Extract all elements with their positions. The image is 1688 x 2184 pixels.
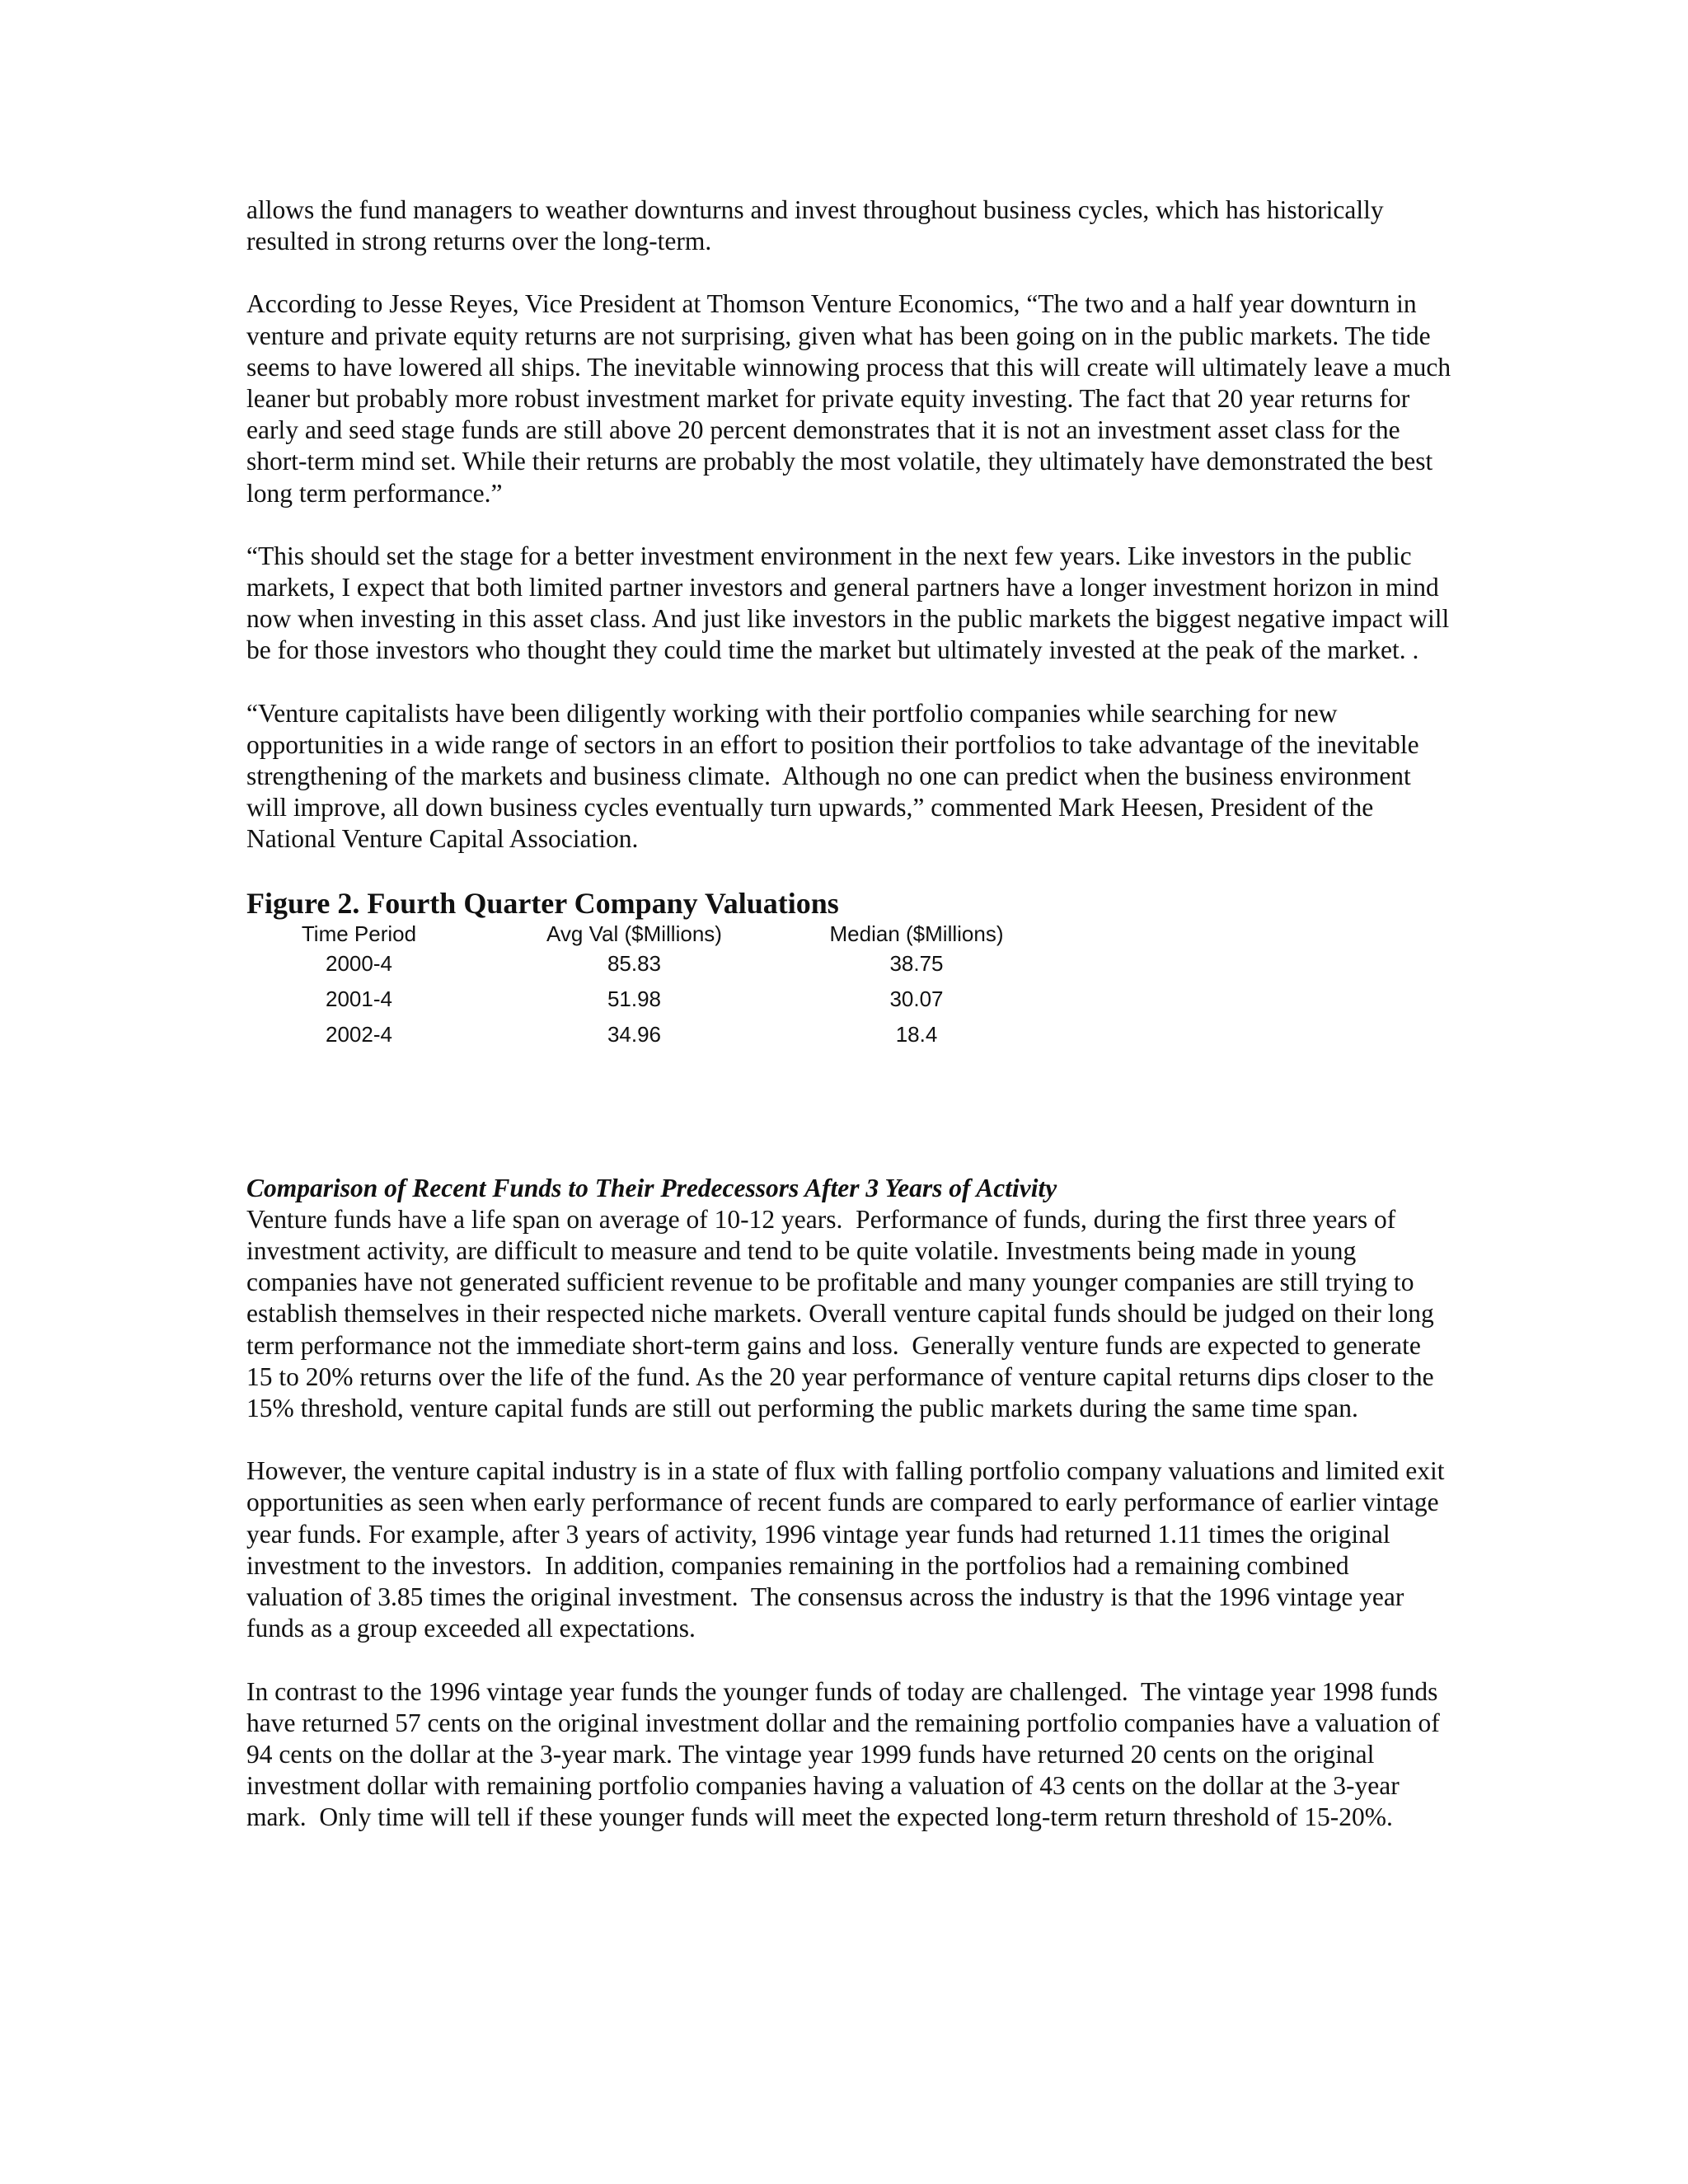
- table-row: [258, 1017, 1025, 1052]
- figure-title: Figure 2. Fourth Quarter Company Valuations: [246, 886, 839, 920]
- table-header-row: [258, 921, 1025, 946]
- table-cell: 2000-4: [326, 951, 392, 977]
- table-row: [258, 946, 1025, 982]
- table-cell: 30.07: [889, 987, 944, 1012]
- body-paragraph: However, the venture capital industry is in a state of flux with falling portfolio company valuations and limited exit opportunities as seen when early performance of recent funds are compared to early performance of earlier vintage year funds. For example, after 3 years of activity, 1996 vintage year funds had returned 1.11 times the original investment to the investors. In addition, companies remaining in the portfolios had a remaining combined valuation of 3.85 times the original investment. The consensus across the industry is that the 1996 vintage year funds as a group exceeded all expectations.: [246, 1456, 1445, 1643]
- body-paragraph: “This should set the stage for a better investment environment in the next few years. Like investors in the public markets, I expect that both limited partner investors and general partners have a longer investment horizon in mind now when investing in this asset class. And just like investors in the public markets the biggest negative impact will be for those investors who thought they could time the market but ultimately invested at the peak of the market. .: [246, 541, 1450, 665]
- body-paragraph: Venture funds have a life span on average of 10-12 years. Performance of funds, during the first three years of investment activity, are difficult to measure and tend to be quite volatile. Investments being made in young companies have not generated sufficient revenue to be profitable and many younger companies are still trying to establish themselves in their respected niche markets. Overall venture capital funds should be judged on their long term performance not the immediate short-term gains and loss. Generally venture funds are expected to generate 15 to 20% returns over the life of the fund. As the 20 year performance of venture capital returns dips closer to the 15% threshold, venture capital funds are still out performing the public markets during the same time span.: [246, 1204, 1434, 1423]
- valuations-table: [258, 921, 1025, 1052]
- table-cell: 51.98: [607, 987, 662, 1012]
- table-cell: 2002-4: [326, 1022, 392, 1047]
- body-paragraph: In contrast to the 1996 vintage year funds the younger funds of today are challenged. The vintage year 1998 funds have returned 57 cents on the original investment dollar and the remaining portfolio companies have a valuation of 94 cents on the dollar at the 3-year mark. The vintage year 1999 funds have returned 20 cents on the original investment dollar with remaining portfolio companies having a valuation of 43 cents on the dollar at the 3-year mark. Only time will tell if these younger funds will meet the expected long-term return threshold of 15-20%.: [246, 1676, 1440, 1832]
- document-page: [246, 194, 1451, 1834]
- table-cell: 38.75: [889, 951, 944, 977]
- table-cell: 18.4: [895, 1022, 938, 1047]
- body-paragraph: “Venture capitalists have been diligently working with their portfolio companies while searching for new opportunities in a wide range of sectors in an effort to position their portfolios to take advantage of the inevitable strengthening of the markets and business climate. Although no one can predict when the business environment will improve, all down business cycles eventually turn upwards,” commented Mark Heesen, President of the National Venture Capital Association.: [246, 698, 1419, 854]
- section-heading: Comparison of Recent Funds to Their Predecessors After 3 Years of Activity: [246, 1173, 1057, 1202]
- table-cell: 2001-4: [326, 987, 392, 1012]
- column-header: Avg Val ($Millions): [546, 921, 722, 946]
- table-row: [258, 982, 1025, 1017]
- body-paragraph: allows the fund managers to weather downturns and invest throughout business cycles, which has historically resulted in strong returns over the long-term.: [246, 195, 1384, 256]
- table-cell: 34.96: [607, 1022, 662, 1047]
- body-paragraph: According to Jesse Reyes, Vice President at Thomson Venture Economics, “The two and a half year downturn in venture and private equity returns are not surprising, given what has been going on in the public markets. The tide seems to have lowered all ships. The inevitable winnowing process that this will create will ultimately leave a much leaner but probably more robust investment market for private equity investing. The fact that 20 year returns for early and seed stage funds are still above 20 percent demonstrates that it is not an investment asset class for the short-term mind set. While their returns are probably the most volatile, they ultimately have demonstrated the best long term performance.”: [246, 289, 1451, 508]
- column-header: Time Period: [301, 921, 417, 946]
- column-header: Median ($Millions): [829, 921, 1004, 946]
- table-cell: 85.83: [607, 951, 662, 977]
